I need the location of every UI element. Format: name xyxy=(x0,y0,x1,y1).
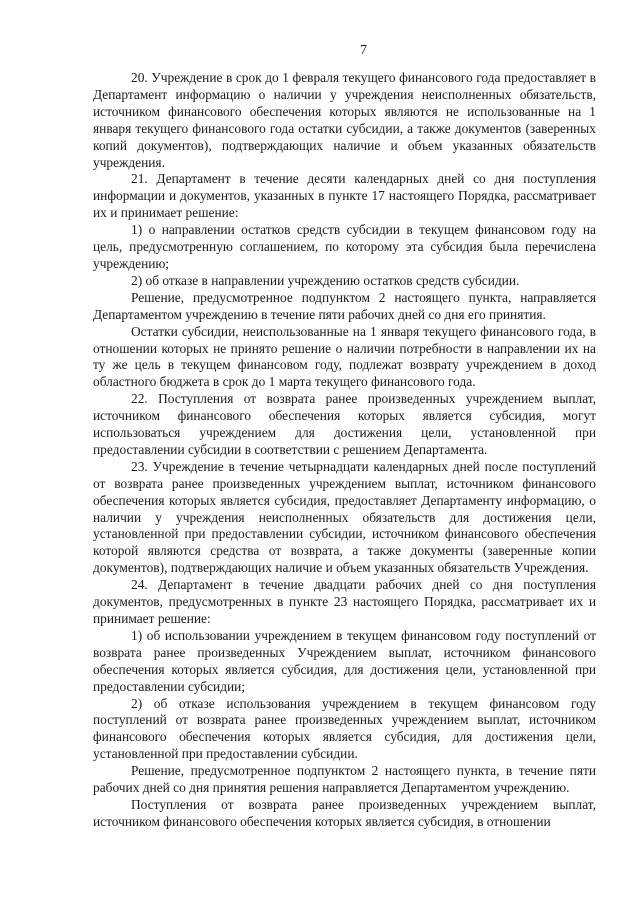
paragraph-22: 22. Поступления от возврата ранее произведенных учреждением выплат, источником финансового обеспечения которых является субсидия, могут использоваться учреждением для достижения цели, установленной при предоставлении субсидии в соответствии с решением Департамента. xyxy=(93,391,596,457)
paragraph-24-decision-note: Решение, предусмотренное подпунктом 2 настоящего пункта, в течение пяти рабочих дней со дня принятия решения направляется Департаментом учреждению. xyxy=(93,763,596,796)
paragraph-21-subitem-2: 2) об отказе в направлении учреждению остатков средств субсидии. xyxy=(131,272,520,288)
paragraph-20: 20. Учреждение в срок до 1 февраля текущего финансового года предоставляет в Департамент информацию о наличии у учреждения неисполненных обязательств, источником финансового обеспечения которых являются не использованные на 1 января текущего финансового года остатки субсидии, а также документов (заверенных копий документов), подтверждающих наличие и объем указанных обязательств учреждения. xyxy=(93,70,596,170)
paragraph-24-subitem-1: 1) об использовании учреждением в текущем финансовом году поступлений от возврата ранее произведенных Учреждением выплат, источником финансового обеспечения которых является субсидия, для достижения цели, установленной при предоставлении субсидии; xyxy=(93,627,596,694)
paragraph-24-returns-note: Поступления от возврата ранее произведенных учреждением выплат, источником финансового обеспечения которых является субсидия, в отношении xyxy=(93,796,596,829)
paragraph-24-subitem-2: 2) об отказе использования учреждением в текущем финансовом году поступлений от возврата ранее произведенных учреждением выплат, источником финансового обеспечения которых является субсидия, для достижения цели, установленной при предоставлении субсидии. xyxy=(93,695,596,762)
paragraph-24: 24. Департамент в течение двадцати рабочих дней со дня поступления документов, предусмотренных в пункте 23 настоящего Порядка, рассматривает их и принимает решение: xyxy=(93,577,596,626)
paragraph-21-subitem-1: 1) о направлении остатков средств субсидии в текущем финансовом году на цель, предусмотренную соглашением, по которому эта субсидия была перечислена учреждению; xyxy=(93,222,596,271)
page-number: 7 xyxy=(360,43,367,58)
paragraph-21: 21. Департамент в течение десяти календарных дней со дня поступления информации и документов, указанных в пункте 17 настоящего Порядка, рассматривает их и принимает решение: xyxy=(93,171,596,221)
paragraph-23: 23. Учреждение в течение четырнадцати календарных дней после поступлений от возврата ранее произведенных учреждением выплат, источником финансового обеспечения которых является субсидия, предоставляет Департаменту информацию, о наличии у учреждения неисполненных обязательств для достижения цели, установленной при предоставлении субсидии, источником финансового обеспечения которой являются средства от возврата, а также документы (заверенные копии документов), подтверждающих наличие и объем указанных обязательств Учреждения. xyxy=(93,458,596,576)
paragraph-21-decision-note: Решение, предусмотренное подпунктом 2 настоящего пункта, направляется Департаментом учреждению в течение пяти рабочих дней со дня его принятия. xyxy=(93,289,596,322)
paragraph-21-remainder-note: Остатки субсидии, неиспользованные на 1 января текущего финансового года, в отношении которых не принято решение о наличии потребности в направлении их на ту же цель в текущем финансовом году, подлежат возврату учреждением в доход областного бюджета в срок до 1 марта текущего финансового года. xyxy=(93,323,596,390)
document-body xyxy=(93,70,596,831)
